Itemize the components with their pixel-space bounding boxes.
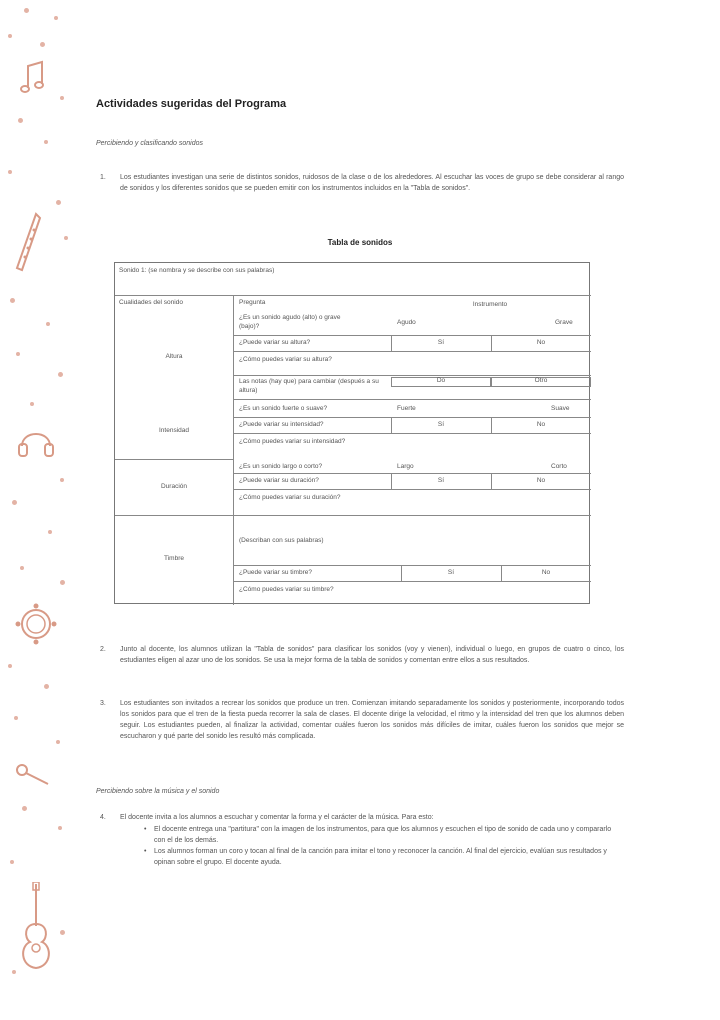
quality-altura: Altura (165, 353, 183, 360)
question-altura-2: ¿Puede variar su altura? (239, 339, 311, 346)
answer-agudo: Agudo (397, 319, 416, 326)
question-altura-3: ¿Cómo puedes variar su altura? (239, 356, 332, 363)
flute-icon (14, 212, 44, 276)
quality-intensidad: Intensidad (159, 427, 189, 434)
section-heading-musica: Percibiendo sobre la música y el sonido (96, 788, 220, 795)
guitar-icon (16, 882, 56, 972)
header-quality: Cualidades del sonido (119, 299, 183, 306)
answer-fuerte: Fuerte (397, 405, 416, 412)
question-timbre-1: (Describan con sus palabras) (239, 537, 324, 544)
quality-duracion: Duración (160, 483, 187, 490)
answer-altura-si: Sí (437, 339, 445, 346)
question-duracion-3: ¿Cómo puedes variar su duración? (239, 494, 341, 501)
answer-intensidad-si: Sí (437, 421, 445, 428)
document-page (96, 0, 626, 1020)
activity-item-2 (96, 644, 624, 666)
table-title: Tabla de sonidos (327, 238, 393, 247)
question-intensidad-2: ¿Puede variar su intensidad? (239, 421, 324, 428)
item-text: Junto al docente, los alumnos utilizan la "Tabla de sonidos" para clasificar los sonidos (voy y vienen), individual o luego, en grupos de cuatro o cinco, los estudiantes eligen al azar uno de los sonidos. Se usa la mejor forma de la tabla de sonidos y comentan entre ellos a sus resultados. (120, 646, 624, 664)
answer-grave: Grave (555, 319, 573, 326)
activity-item-3 (96, 698, 624, 742)
item-text: El docente invita a los alumnos a escuchar y comentar la forma y el carácter de la música. Para esto: (120, 814, 434, 821)
activity-item-4 (96, 812, 624, 823)
activity-4-bullets (144, 824, 624, 868)
answer-largo: Largo (397, 463, 414, 470)
header-answer: Instrumento (472, 301, 508, 308)
answer-duracion-si: Sí (437, 477, 445, 484)
question-duracion-1: ¿Es un sonido largo o corto? (239, 463, 323, 470)
answer-corto: Corto (551, 463, 567, 470)
activity-item-1 (96, 172, 624, 194)
item-number: 4. (100, 814, 106, 821)
answer-suave: Suave (551, 405, 570, 412)
question-altura-4: Las notas (hay que) para cambiar (después a su altura) (239, 378, 379, 394)
answer-timbre-si: Sí (447, 569, 455, 576)
question-altura-1: ¿Es un sonido agudo (alto) o grave (bajo)? (239, 314, 341, 330)
list-item: • El docente entrega una "partitura" con la imagen de los instrumentos, para que los alumnos y escuchen el tipo de sonido de cada uno y compararlo con el de los demás. (144, 824, 624, 846)
answer-do: Do (436, 377, 446, 384)
section-heading-percibiendo: Percibiendo y clasificando sonidos (96, 140, 204, 147)
answer-intensidad-no: No (536, 421, 546, 428)
tambourine-icon (14, 602, 58, 646)
question-intensidad-1: ¿Es un sonido fuerte o suave? (239, 405, 328, 412)
question-timbre-2: ¿Puede variar su timbre? (239, 569, 312, 576)
sound-table (114, 262, 590, 604)
question-intensidad-3: ¿Cómo puedes variar su intensidad? (239, 438, 346, 445)
item-text: Los estudiantes son invitados a recrear los sonidos que produce un tren. Comienzan imitando separadamente los sonidos y posteriormente, incorporando todos los sonidos para que el tren de la fiesta pueda recorrer la sala de clases. El docente dirige la velocidad, el ritmo y la intensidad del tren que los alumnos deben seguir. Los estudiantes pueden, al finalizar la actividad, comentar cuáles fueron los sonidos más difíciles de imitar, cuáles fueron los sonidos que mejor se escucharon y qué parte del sonido les resultó más complicada. (120, 700, 624, 740)
header-question: Pregunta (239, 299, 266, 306)
question-duracion-2: ¿Puede variar su duración? (239, 477, 319, 484)
answer-otro: Otro (534, 377, 548, 384)
page-title: Actividades sugeridas del Programa (96, 98, 287, 110)
answer-timbre-no: No (541, 569, 551, 576)
item-text: Los estudiantes investigan una serie de distintos sonidos, ruidosos de la clase o de los alrededores. Al escuchar las voces de grupo se debe considerar al rango de sonidos y los diferentes sonidos que se pueden emitir con los instrumentos incluidos en la "Tabla de sonidos". (120, 174, 624, 192)
quality-timbre: Timbre (164, 555, 184, 562)
table-top-label: Sonido 1: (se nombra y se describe con sus palabras) (119, 267, 275, 274)
decorative-border (0, 0, 80, 1020)
list-item: • Los alumnos forman un coro y tocan al final de la canción para imitar el tono y reconocer la canción. Al final del ejercicio, evalúan sus resultados y opinan sobre el grupo. El docente ayuda. (144, 846, 624, 868)
item-number: 3. (100, 700, 106, 707)
microphone-icon (14, 760, 54, 790)
item-number: 2. (100, 646, 106, 653)
headphones-icon (16, 420, 56, 460)
music-note-icon (18, 58, 48, 98)
answer-altura-no: No (536, 339, 546, 346)
question-timbre-3: ¿Cómo puedes variar su timbre? (239, 586, 334, 593)
answer-duracion-no: No (536, 477, 546, 484)
item-number: 1. (100, 174, 106, 181)
